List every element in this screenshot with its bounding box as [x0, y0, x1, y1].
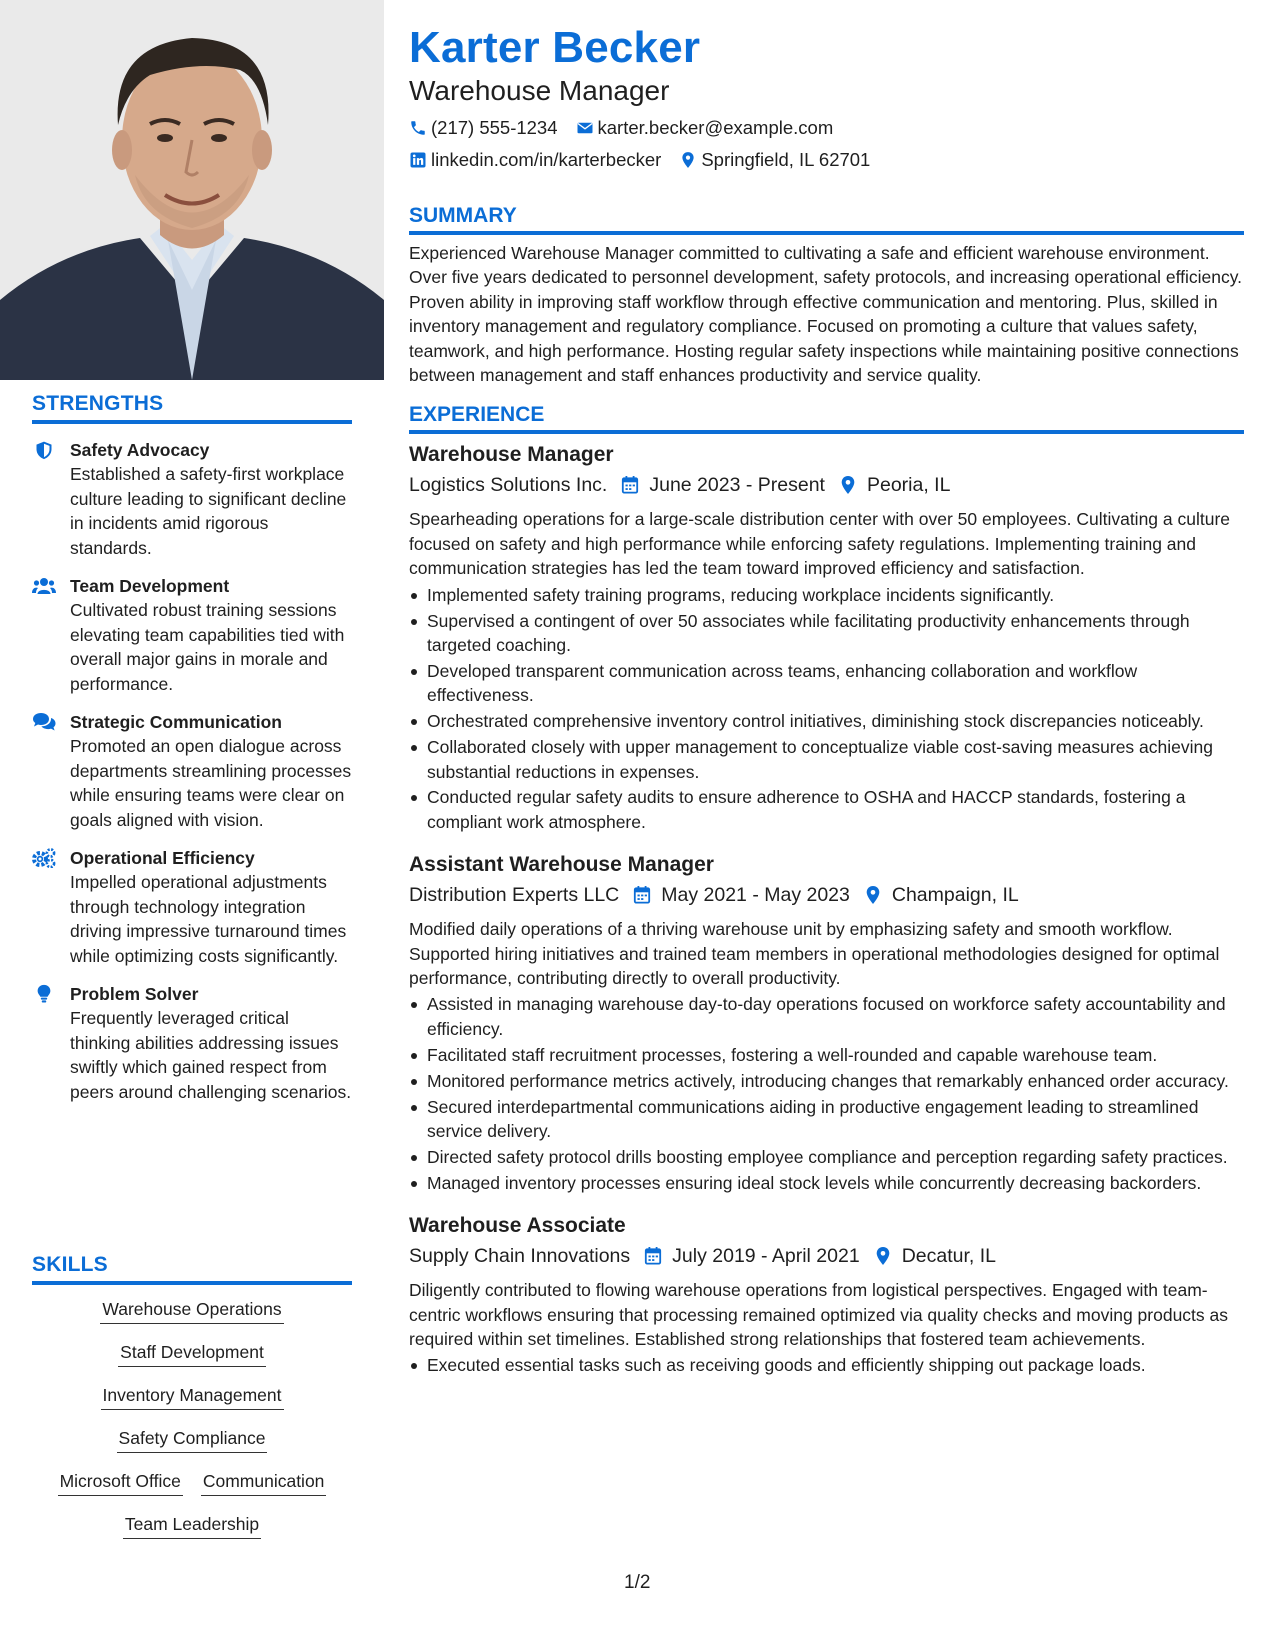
- summary-text: Experienced Warehouse Manager committed to cultivating a safe and efficient warehouse environment. Over five years dedicated to personnel development, safety protocols, and increasing operational efficiency. Proven ability in improving staff workflow through effective communication and mentoring. Plus, skilled in inventory management and regulatory compliance. Focused on promoting a culture that values safety, teamwork, and high performance. Hosting regular safety inspections while maintaining positive connections between management and staff enhances productivity and service quality.: [409, 243, 1243, 386]
- job-title: Assistant Warehouse Manager: [409, 853, 714, 877]
- job-description: Spearheading operations for a large-scale distribution center with over 50 employees. Cultivating a culture focused on safety and high performance while enforcing safety regulations. Implementing training and communication strategies has led the team toward improved efficiency and satisfaction.: [409, 509, 1231, 579]
- job-dates: May 2021 - May 2023: [661, 884, 850, 907]
- map-pin-icon: [874, 1246, 892, 1266]
- company-name: Supply Chain Innovations: [409, 1245, 631, 1268]
- skills-section: [32, 1253, 352, 1539]
- users-icon: [32, 574, 70, 696]
- skill-tag: Team Leadership: [123, 1512, 261, 1539]
- job-description: Diligently contributed to flowing warehouse operations from logistical perspectives. Engaged with team-centric workflows ensuring that processing remained optimized via quality checks and moving products as required within set timelines. Established strong relationships that fostered team achievements.: [409, 1280, 1229, 1349]
- left-column: [0, 0, 384, 1650]
- bullet-item: Conducted regular safety audits to ensure adherence to OSHA and HACCP standards, fostering a compliant work atmosphere.: [409, 785, 1244, 834]
- comments-icon: [32, 710, 70, 832]
- strengths-title: STRENGTHS: [32, 392, 352, 424]
- strength-desc: Frequently leveraged critical thinking abilities addressing issues swiftly which gained respect from peers around challenging scenarios.: [70, 1008, 352, 1102]
- email-text: karter.becker@example.com: [597, 117, 834, 138]
- skill-tag: Microsoft Office: [58, 1469, 183, 1496]
- strength-title: Team Development: [70, 576, 230, 596]
- job-dates: July 2019 - April 2021: [672, 1245, 860, 1268]
- calendar-icon: [621, 475, 639, 495]
- phone-text: (217) 555-1234: [431, 117, 558, 138]
- job-title: Warehouse Associate: [409, 1214, 626, 1238]
- job-dates: June 2023 - Present: [649, 474, 825, 497]
- skills-list: [32, 1297, 352, 1539]
- bullet-item: Managed inventory processes ensuring ideal stock levels while concurrently decreasing backorders.: [409, 1171, 1244, 1195]
- map-pin-icon: [679, 151, 701, 169]
- job-location: Decatur, IL: [901, 1245, 997, 1268]
- skill-tag: Safety Compliance: [117, 1426, 268, 1453]
- calendar-icon: [644, 1246, 662, 1266]
- calendar-icon: [633, 885, 651, 905]
- bullet-item: Directed safety protocol drills boosting employee compliance and perception regarding safety practices.: [409, 1145, 1244, 1169]
- lightbulb-icon: [32, 982, 70, 1104]
- job-bullets: [409, 992, 1244, 1195]
- skill-tag: Inventory Management: [101, 1383, 284, 1410]
- bullet-item: Secured interdepartmental communications aiding in productive engagement leading to streamlined service delivery.: [409, 1095, 1244, 1144]
- strength-item: [32, 846, 352, 968]
- bullet-item: Assisted in managing warehouse day-to-day operations focused on workforce safety accountability and efficiency.: [409, 992, 1244, 1041]
- bullet-item: Orchestrated comprehensive inventory control initiatives, diminishing stock discrepancies noticeably.: [409, 709, 1244, 733]
- job-meta: [409, 881, 1244, 909]
- bullet-item: Executed essential tasks such as receiving goods and efficiently shipping out package loads.: [409, 1353, 1244, 1377]
- company-name: Logistics Solutions Inc.: [409, 474, 608, 497]
- experience-title: EXPERIENCE: [409, 403, 1244, 434]
- right-column: [409, 22, 1244, 1378]
- candidate-name: Karter Becker: [409, 23, 701, 72]
- job-bullets: [409, 1353, 1244, 1377]
- bullet-item: Implemented safety training programs, reducing workplace incidents significantly.: [409, 583, 1244, 607]
- map-pin-icon: [864, 885, 882, 905]
- job-bullets: [409, 583, 1244, 835]
- linkedin-icon: [409, 151, 431, 169]
- strength-title: Operational Efficiency: [70, 848, 255, 868]
- page-number: 1/2: [624, 1572, 651, 1593]
- bullet-item: Collaborated closely with upper management to conceptualize viable cost-saving measures achieving substantial reductions in expenses.: [409, 735, 1244, 784]
- job-location: Peoria, IL: [866, 474, 951, 497]
- strength-item: [32, 574, 352, 696]
- bullet-item: Developed transparent communication across teams, enhancing collaboration and workflow effectiveness.: [409, 659, 1244, 708]
- job-meta: [409, 1242, 1244, 1270]
- gears-icon: [32, 846, 70, 968]
- job-entry: [409, 440, 1244, 834]
- skill-tag: Communication: [201, 1469, 327, 1496]
- strength-title: Strategic Communication: [70, 712, 282, 732]
- strength-item: [32, 710, 352, 832]
- contact-row: [409, 116, 1244, 140]
- contact-row: [409, 148, 1244, 172]
- job-description: Modified daily operations of a thriving warehouse unit by emphasizing safety and smooth workflow. Supported hiring initiatives and trained team members in operational methodologies designed for optimal performance, contributing directly to overall productivity.: [409, 919, 1220, 989]
- summary-title: SUMMARY: [409, 204, 1244, 235]
- skill-tag: Warehouse Operations: [100, 1297, 283, 1324]
- linkedin-text: linkedin.com/in/karterbecker: [431, 149, 662, 170]
- skill-tag: Staff Development: [118, 1340, 266, 1367]
- strength-desc: Established a safety-first workplace culture leading to significant decline in incidents amid rigorous standards.: [70, 464, 347, 558]
- job-title: Warehouse Manager: [409, 443, 614, 467]
- skills-title: SKILLS: [32, 1253, 352, 1285]
- bullet-item: Supervised a contingent of over 50 associates while facilitating productivity enhancements through targeted coaching.: [409, 609, 1244, 658]
- summary-section: [409, 204, 1244, 387]
- strength-title: Problem Solver: [70, 984, 199, 1004]
- experience-section: [409, 403, 1244, 1377]
- phone-icon: [409, 119, 431, 137]
- linkedin-contact[interactable]: [409, 148, 661, 172]
- map-pin-icon: [839, 475, 857, 495]
- bullet-item: Monitored performance metrics actively, introducing changes that remarkably enhanced order accuracy.: [409, 1069, 1244, 1093]
- strength-desc: Impelled operational adjustments through technology integration driving impressive turnaround times while optimizing costs significantly.: [70, 872, 347, 966]
- bullet-item: Facilitated staff recruitment processes, fostering a well-rounded and capable warehouse team.: [409, 1043, 1244, 1067]
- strength-item: [32, 438, 352, 560]
- job-entry: [409, 1211, 1244, 1378]
- job-location: Champaign, IL: [891, 884, 1019, 907]
- strength-item: [32, 982, 352, 1104]
- job-meta: [409, 471, 1244, 499]
- strength-title: Safety Advocacy: [70, 440, 210, 460]
- envelope-icon: [576, 119, 598, 137]
- candidate-role: Warehouse Manager: [409, 75, 670, 106]
- strength-desc: Promoted an open dialogue across departments streamlining processes while ensuring teams were clear on goals aligned with vision.: [70, 736, 352, 830]
- profile-photo: [0, 0, 384, 380]
- strength-desc: Cultivated robust training sessions elevating team capabilities tied with overall major gains in morale and performance.: [70, 600, 345, 694]
- shield-icon: [32, 438, 70, 560]
- location-text: Springfield, IL 62701: [701, 149, 871, 170]
- location-contact: [679, 148, 870, 172]
- phone-contact[interactable]: [409, 116, 558, 140]
- strengths-section: [32, 392, 352, 1104]
- company-name: Distribution Experts LLC: [409, 884, 620, 907]
- job-entry: [409, 850, 1244, 1195]
- email-contact[interactable]: [576, 116, 834, 140]
